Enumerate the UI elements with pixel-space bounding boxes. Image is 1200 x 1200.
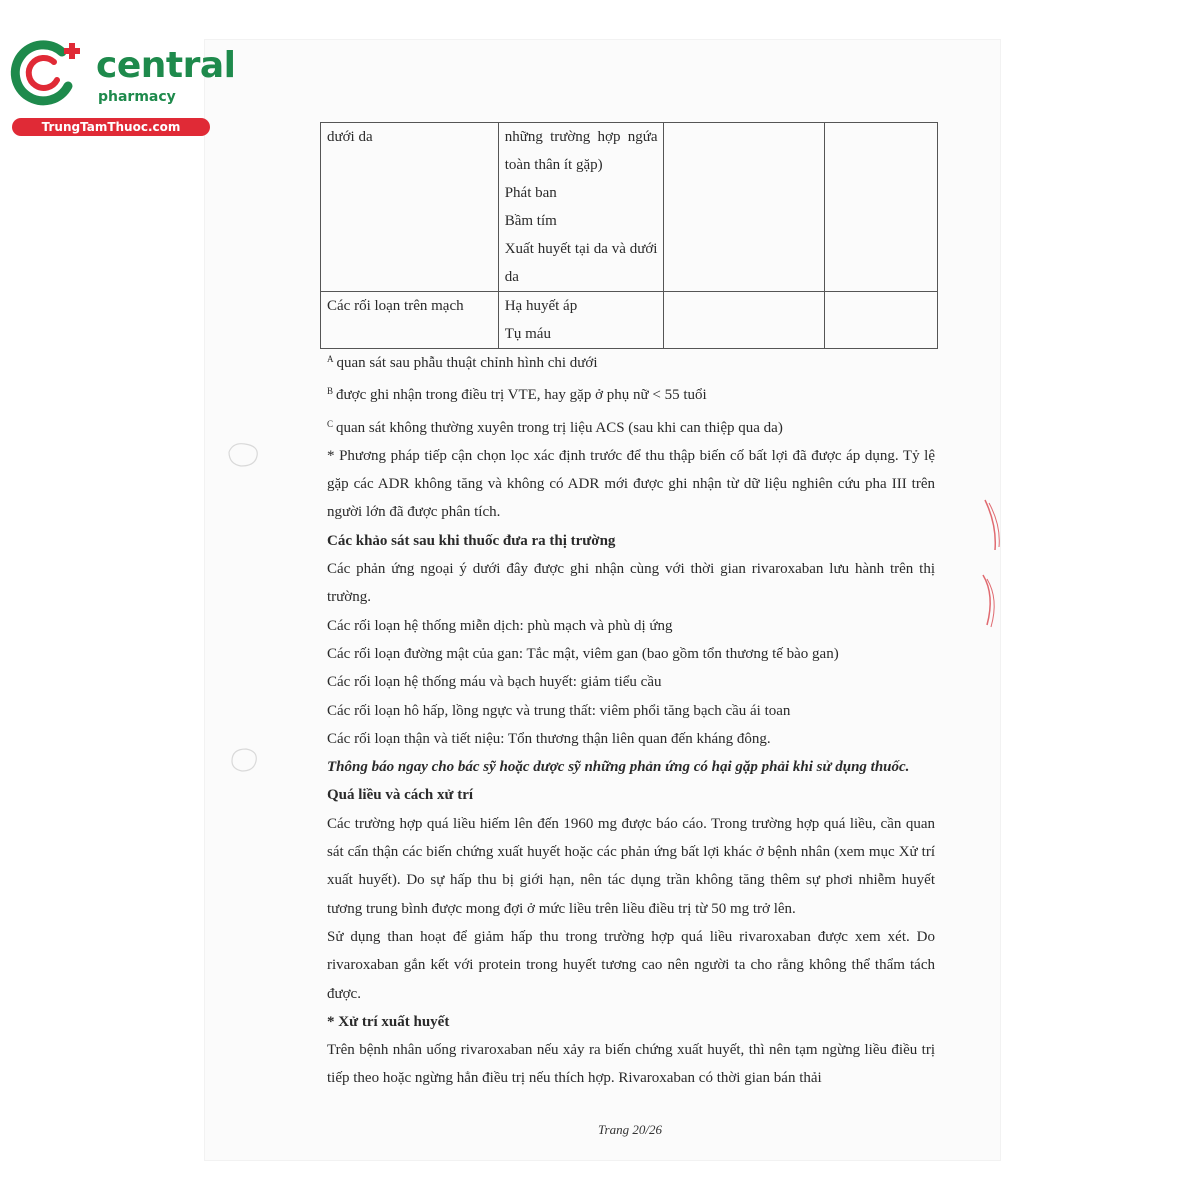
table-cell-category: Các rối loạn trên mạch — [321, 292, 499, 349]
adverse-reactions-table — [320, 122, 938, 349]
punch-hole-mark — [225, 440, 261, 470]
table-row — [321, 123, 938, 292]
footnote-c: $^C$ quan sát không thường xuyên trong trị liệu ACS (sau khi can thiệp qua da) — [327, 418, 783, 436]
table-cell-empty — [664, 123, 825, 292]
postmarket-intro: Các phản ứng ngoại ý dưới đây được ghi nhận cùng với thời gian rivaroxaban lưu hành trên thị trường. — [327, 561, 935, 606]
footnote-a: $^A$ quan sát sau phẫu thuật chỉnh hình chi dưới — [327, 354, 598, 371]
bleeding-paragraph: Trên bệnh nhân uống rivaroxaban nếu xảy ra biến chứng xuất huyết, thì nên tạm ngừng liều điều trị tiếp theo hoặc ngừng hẳn điều trị nếu thích hợp. Rivaroxaban có thời gian bán thải — [327, 1042, 935, 1087]
list-item: Các rối loạn hệ thống máu và bạch huyết: giảm tiểu cầu — [327, 674, 662, 691]
table-cell-category: dưới da — [321, 123, 499, 292]
table-row — [321, 292, 938, 349]
logo-brand-text: central — [96, 45, 236, 86]
red-stamp-fragment-icon — [975, 495, 1005, 635]
document-body — [327, 345, 935, 1093]
logo-site-link[interactable]: TrungTamThuoc.com — [12, 118, 210, 136]
list-item: Các rối loạn hô hấp, lồng ngực và trung thất: viêm phổi tăng bạch cầu ái toan — [327, 702, 791, 719]
overdose-paragraph: Sử dụng than hoạt để giảm hấp thu trong trường hợp quá liều rivaroxaban được xem xét. Do rivaroxaban gắn kết với protein trong huyết tương cao nên người ta cho rằng không thể thẩm tách được. — [327, 928, 935, 1002]
approach-paragraph: * Phương pháp tiếp cận chọn lọc xác định trước để thu thập biến cố bất lợi đã được áp dụng. Tỷ lệ gặp các ADR không tăng và không có ADR mới được ghi nhận từ dữ liệu nghiên cứu pha III trên người lớn đã được phân tích. — [327, 447, 935, 521]
punch-hole-mark — [226, 745, 262, 775]
table-cell-empty — [825, 292, 938, 349]
list-item: Các rối loạn hệ thống miễn dịch: phù mạch và phù dị ứng — [327, 617, 673, 634]
notice-paragraph: Thông báo ngay cho bác sỹ hoặc dược sỹ những phản ứng có hại gặp phải khi sử dụng thuốc. — [327, 759, 910, 776]
overdose-heading: Quá liều và cách xử trí — [327, 787, 474, 804]
table-cell-empty — [825, 123, 938, 292]
table-cell-reactions: những trường hợp ngứa toàn thân ít gặp) Phát ban Bầm tím Xuất huyết tại da và dưới da — [498, 123, 664, 292]
logo-sub-text: pharmacy — [98, 89, 176, 105]
list-item: Các rối loạn đường mật của gan: Tắc mật, viêm gan (bao gồm tổn thương tế bào gan) — [327, 645, 839, 662]
overdose-paragraph: Các trường hợp quá liều hiếm lên đến 1960 mg được báo cáo. Trong trường hợp quá liều, cần quan sát cẩn thận các biến chứng xuất huyết hoặc các phản ứng bất lợi khác ở bệnh nhân (xem mục Xử trí xuất huyết). Do sự hấp thu bị giới hạn, nên tác dụng trần không tăng thêm sự phơi nhiễm huyết tương trung bình được mong đợi ở mức liều trên liều điều trị từ 50 mg trở lên. — [327, 815, 935, 917]
bleeding-heading: * Xử trí xuất huyết — [327, 1013, 450, 1030]
brand-logo[interactable] — [10, 38, 236, 138]
table-cell-empty — [664, 292, 825, 349]
list-item: Các rối loạn thận và tiết niệu: Tổn thương thận liên quan đến kháng đông. — [327, 730, 771, 747]
page-number: Trang 20/26 — [598, 1122, 662, 1137]
central-pharmacy-logo-icon — [10, 38, 90, 108]
footnote-b: $^B$ được ghi nhận trong điều trị VTE, hay gặp ở phụ nữ < 55 tuổi — [327, 386, 707, 404]
table-cell-reactions: Hạ huyết áp Tụ máu — [498, 292, 664, 349]
postmarket-heading: Các khảo sát sau khi thuốc đưa ra thị trường — [327, 532, 616, 549]
